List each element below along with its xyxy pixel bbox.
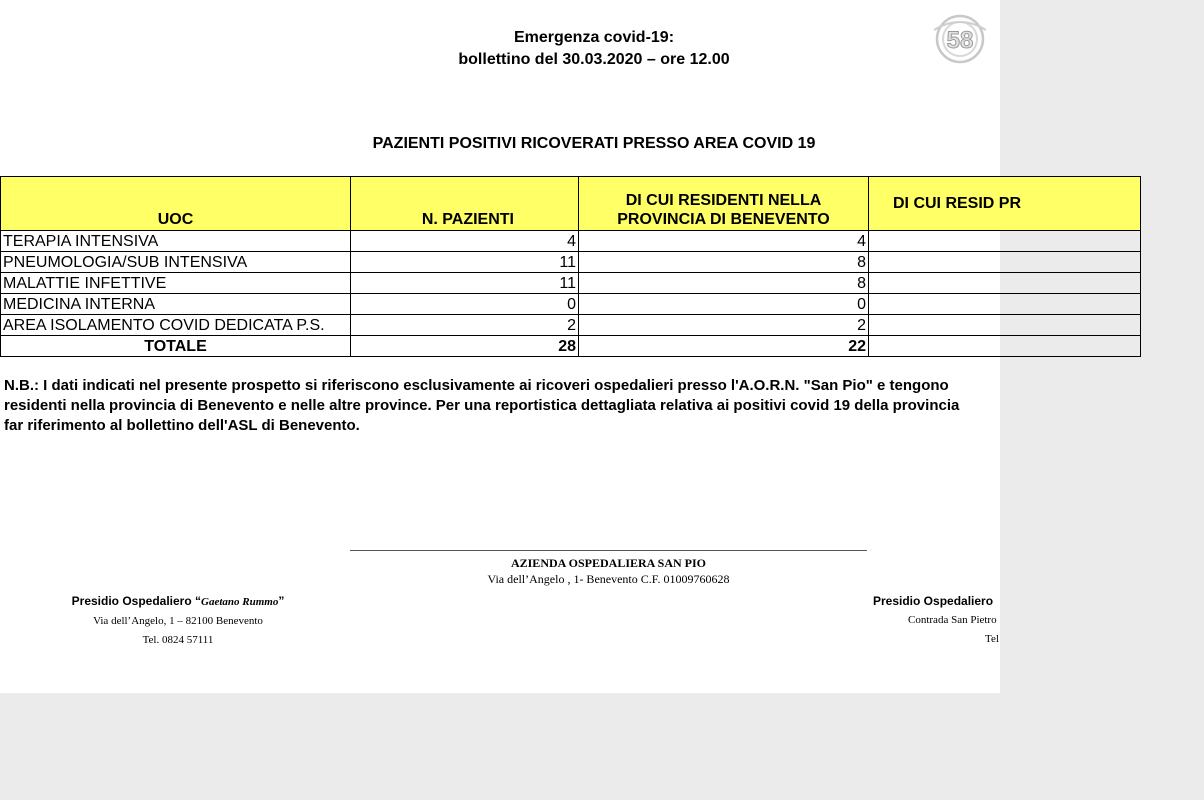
total-benevento: 22 [579,336,869,357]
benevento-cell: 0 [579,294,869,315]
total-label: TOTALE [1,336,351,357]
altre-cell [869,252,1141,273]
pazienti-cell: 2 [351,315,579,336]
col-header-residenti-benevento: DI CUI RESIDENTI NELLA PROVINCIA DI BENEVENTO [579,177,869,231]
uoc-cell: MEDICINA INTERNA [1,294,351,315]
altre-cell [869,294,1141,315]
patients-table [0,176,1141,357]
table-row [1,231,1141,252]
altre-cell [869,231,1141,252]
benevento-cell: 8 [579,273,869,294]
hospital-name: AZIENDA OSPEDALIERA SAN PIO [510,556,707,570]
benevento-cell: 4 [579,231,869,252]
presidio-right-address: Contrada San Pietro [908,614,997,626]
col-header-residenti-altre [869,177,1141,231]
altre-cell [869,315,1141,336]
footer-divider [350,550,867,551]
presidio-left-address: Via dell’Angelo, 1 – 82100 Benevento [93,615,263,627]
uoc-cell: TERAPIA INTENSIVA [1,231,351,252]
hospital-address: Via dell’Angelo , 1- Benevento C.F. 01009760628 [487,572,730,586]
table-row [1,315,1141,336]
section-title: PAZIENTI POSITIVI RICOVERATI PRESSO AREA COVID 19 [372,135,816,152]
total-pazienti: 28 [351,336,579,357]
presidio-right-tel: Tel [985,633,999,645]
footnote-line: N.B.: I dati indicati nel presente prospetto si riferiscono esclusivamente ai ricoveri ospedalieri presso l'A.O.R.N. "San Pio" e tengono [4,377,949,394]
pazienti-cell: 0 [351,294,579,315]
altre-cell [869,273,1141,294]
benevento-cell: 8 [579,252,869,273]
pazienti-cell: 11 [351,252,579,273]
pazienti-cell: 4 [351,231,579,252]
uoc-cell: AREA ISOLAMENTO COVID DEDICATA P.S. [1,315,351,336]
table-header-row [1,177,1141,231]
uoc-cell: PNEUMOLOGIA/SUB INTENSIVA [1,252,351,273]
presidio-left-tel: Tel. 0824 57111 [142,634,214,646]
bulletin-title: Emergenza covid-19: [513,29,675,46]
table-row [1,252,1141,273]
footer-presidio-right [873,592,1173,649]
table-row [1,294,1141,315]
pazienti-cell: 11 [351,273,579,294]
footer-hospital [350,555,867,587]
presidio-left-title-name: Gaetano Rummo [201,596,279,608]
col-header-uoc: UOC [1,177,351,231]
footnote-line: far riferimento al bollettino dell'ASL di Benevento. [4,417,360,434]
bulletin-date: bollettino del 30.03.2020 – ore 12.00 [458,51,730,68]
footer-presidio-left [0,592,356,650]
col-header-residenti-altre-text: DI CUI RESID PR [893,194,1022,212]
presidio-left-title: Presidio Ospedaliero “Gaetano Rummo” [71,594,285,608]
total-row [1,336,1141,357]
uoc-cell: MALATTIE INFETTIVE [1,273,351,294]
total-altre [869,336,1141,357]
logo-number: 58 [946,27,974,54]
presidio-right-title: Presidio Ospedaliero [873,594,994,608]
footnote [4,376,1204,436]
col-header-pazienti: N. PAZIENTI [351,177,579,231]
benevento-cell: 2 [579,315,869,336]
footnote-line: residenti nella provincia di Benevento e nelle altre province. Per una reportistica dettagliata relativa ai positivi covid 19 della provincia [4,397,960,414]
table-row [1,273,1141,294]
